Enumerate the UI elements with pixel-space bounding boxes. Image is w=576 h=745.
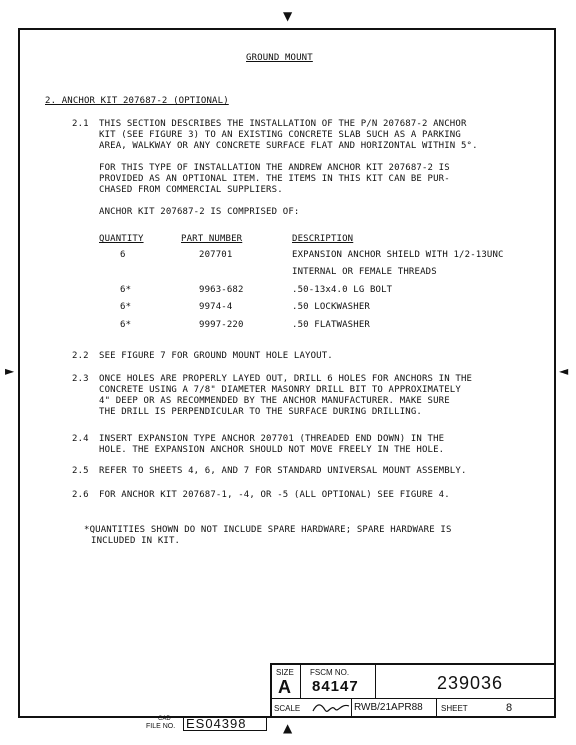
left-center-arrow: ► [5, 364, 15, 378]
paragraph-line: KIT (SEE FIGURE 3) TO AN EXISTING CONCRETE SLAB SUCH AS A PARKING [99, 130, 461, 140]
table-header-part-number: PART NUMBER [181, 234, 243, 244]
scale-label: SCALE [274, 704, 301, 713]
size-label: SIZE [276, 668, 294, 677]
table-cell-desc: INTERNAL OR FEMALE THREADS [292, 267, 437, 277]
paragraph-line: 4" DEEP OR AS RECOMMENDED BY THE ANCHOR MANUFACTURER. MAKE SURE [99, 396, 450, 406]
scale-value: RWB/21APR88 [354, 702, 423, 713]
bottom-center-arrow: ▲ [283, 721, 293, 735]
table-cell-desc: .50-13x4.0 LG BOLT [292, 285, 393, 295]
drawing-number: 239036 [437, 673, 504, 693]
table-cell-part: 207701 [199, 250, 233, 260]
paragraph-line: PROVIDED AS AN OPTIONAL ITEM. THE ITEMS IN THIS KIT CAN BE PUR- [99, 174, 450, 184]
paragraph-number: 2.2 [72, 351, 89, 361]
top-center-arrow: ▼ [283, 9, 293, 23]
sheet-label: SHEET [441, 704, 468, 713]
paragraph-line: THIS SECTION DESCRIBES THE INSTALLATION OF THE P/N 207687-2 ANCHOR [99, 119, 467, 129]
paragraph-line: THE DRILL IS PERPENDICULAR TO THE SURFACE DURING DRILLING. [99, 407, 422, 417]
table-header-description: DESCRIPTION [292, 234, 354, 244]
paragraph-line: FOR THIS TYPE OF INSTALLATION THE ANDREW ANCHOR KIT 207687-2 IS [99, 163, 450, 173]
table-cell-qty: 6* [120, 302, 132, 312]
paragraph-line: FOR ANCHOR KIT 207687-1, -4, OR -5 (ALL OPTIONAL) SEE FIGURE 4. [99, 490, 450, 500]
paragraph-line: INSERT EXPANSION TYPE ANCHOR 207701 (THREADED END DOWN) IN THE [99, 434, 445, 444]
table-cell-desc: .50 LOCKWASHER [292, 302, 370, 312]
paragraph-line: CONCRETE USING A 7/8" DIAMETER MASONRY DRILL BIT TO APPROXIMATELY [99, 385, 461, 395]
size-value: A [278, 677, 291, 697]
section-title: 2. ANCHOR KIT 207687-2 (OPTIONAL) [45, 96, 229, 106]
right-center-arrow: ◄ [559, 364, 569, 378]
spare-hardware-note: INCLUDED IN KIT. [91, 536, 181, 546]
table-cell-qty: 6* [120, 320, 132, 330]
fscm-label: FSCM NO. [310, 668, 350, 677]
paragraph-line: SEE FIGURE 7 FOR GROUND MOUNT HOLE LAYOUT. [99, 351, 333, 361]
paragraph-number: 2.4 [72, 434, 89, 444]
sheet-number: 8 [506, 702, 513, 714]
cad-label: CAD [158, 716, 171, 722]
spare-hardware-note: *QUANTITIES SHOWN DO NOT INCLUDE SPARE HARDWARE; SPARE HARDWARE IS [84, 525, 452, 535]
signature-scribble [311, 700, 351, 716]
table-cell-qty: 6 [120, 250, 126, 260]
file-no-label: FILE NO. [146, 723, 176, 730]
table-cell-desc: EXPANSION ANCHOR SHIELD WITH 1/2-13UNC [292, 250, 504, 260]
paragraph-number: 2.1 [72, 119, 89, 129]
table-cell-part: 9997-220 [199, 320, 244, 330]
fscm-value: 84147 [312, 678, 359, 695]
table-cell-part: 9974-4 [199, 302, 233, 312]
table-cell-desc: .50 FLATWASHER [292, 320, 370, 330]
paragraph-line: CHASED FROM COMMERCIAL SUPPLIERS. [99, 185, 283, 195]
page-heading: GROUND MOUNT [246, 53, 313, 63]
paragraph-number: 2.6 [72, 490, 89, 500]
table-cell-part: 9963-682 [199, 285, 244, 295]
table-cell-qty: 6* [120, 285, 132, 295]
kit-comprised-line: ANCHOR KIT 207687-2 IS COMPRISED OF: [99, 207, 300, 217]
paragraph-line: AREA, WALKWAY OR ANY CONCRETE SURFACE FLAT AND HORIZONTAL WITHIN 5°. [99, 141, 478, 151]
paragraph-line: REFER TO SHEETS 4, 6, AND 7 FOR STANDARD UNIVERSAL MOUNT ASSEMBLY. [99, 466, 467, 476]
cad-file-number: ES04398 [186, 716, 247, 731]
table-header-quantity: QUANTITY [99, 234, 144, 244]
paragraph-number: 2.5 [72, 466, 89, 476]
paragraph-line: HOLE. THE EXPANSION ANCHOR SHOULD NOT MOVE FREELY IN THE HOLE. [99, 445, 445, 455]
paragraph-line: ONCE HOLES ARE PROPERLY LAYED OUT, DRILL 6 HOLES FOR ANCHORS IN THE [99, 374, 473, 384]
paragraph-number: 2.3 [72, 374, 89, 384]
